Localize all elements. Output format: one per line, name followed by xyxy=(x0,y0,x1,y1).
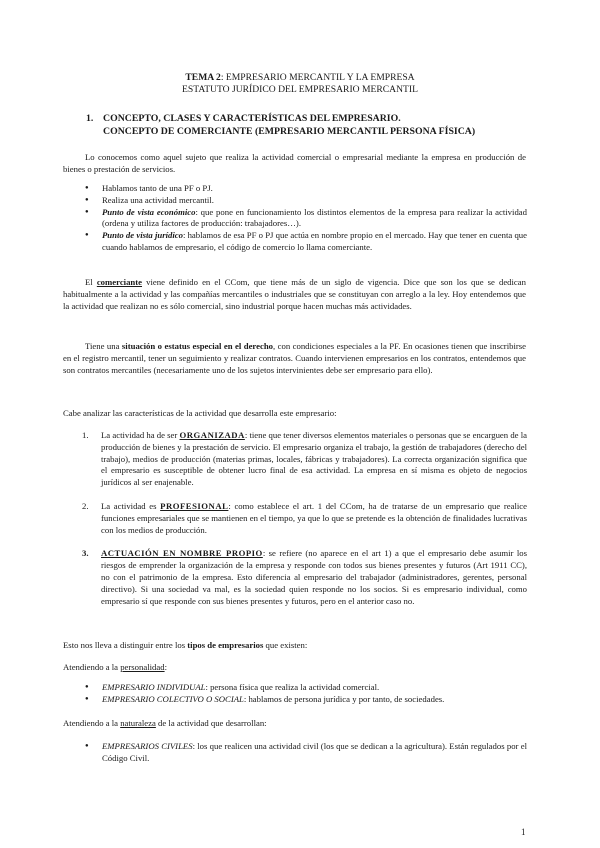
key-nombre-propio: ACTUACIÓN EN NOMBRE PROPIO xyxy=(101,548,263,559)
intro-paragraph: Lo conocemos como aquel sujeto que realiza la actividad comercial o empresarial mediante la empresa en producción de bienes o prestación de servicios. xyxy=(63,152,526,174)
section-number: 1. xyxy=(86,113,94,124)
topic-number: TEMA 2 xyxy=(185,72,221,83)
term-estatus: situación o estatus especial en el derecho xyxy=(121,341,274,351)
list-item-text: Hablamos tanto de una PF o PJ. xyxy=(102,183,213,193)
paragraph-comerciante xyxy=(63,277,526,312)
text-span: : como establece el art. 1 del CCom, ha de tratarse de un empresario que realice funciones empresariales que se mantienen en el tiempo, ya que lo que se pretende es la obtención de finalidades lucrativas con los medios de producción. xyxy=(101,500,527,535)
list-item xyxy=(85,183,527,195)
list-item-term: Punto de vista jurídico xyxy=(102,230,183,241)
list-item xyxy=(85,207,527,231)
list-item xyxy=(85,694,527,706)
term-tipos: tipos de empresarios xyxy=(187,640,264,650)
text-span: viene definido en el CCom, que tiene más de un siglo de vigencia. Dice que son los que se dedican habitualmente a la actividad y las compañías mercantiles o industriales que se constituyan con arreglo a la ley. Hoy entendemos que la actividad que realizan no es sólo comercial, sino industrial porque hacen muchas más actividades. xyxy=(63,277,526,311)
list-item xyxy=(82,430,527,489)
heading-naturaleza xyxy=(63,718,526,730)
bullet-list-personalidad xyxy=(85,682,527,706)
bullet-list-1 xyxy=(85,183,527,254)
key-profesional: PROFESIONAL xyxy=(160,500,229,511)
list-item-number: 3. xyxy=(82,548,89,559)
list-item-term: EMPRESARIO INDIVIDUAL xyxy=(102,682,206,692)
list-item-term: EMPRESARIO COLECTIVO O SOCIAL xyxy=(102,693,244,704)
topic-title: : EMPRESARIO MERCANTIL Y LA EMPRESA xyxy=(220,72,415,83)
section-heading-1: CONCEPTO, CLASES Y CARACTERÍSTICAS DEL EMPRESARIO. xyxy=(103,113,401,124)
text-span: Atendiendo a la xyxy=(63,718,121,728)
characteristics-list xyxy=(82,430,527,607)
term-comerciante: comerciante xyxy=(96,277,143,287)
list-item-number: 2. xyxy=(82,500,89,511)
paragraph-caracteristicas: Cabe analizar las características de la actividad que desarrolla este empresario: xyxy=(63,408,337,418)
doc-title-line-2: ESTATUTO JURÍDICO DEL EMPRESARIO MERCANTIL xyxy=(182,84,418,95)
text-span: Tiene una xyxy=(85,341,122,351)
term-personalidad: personalidad xyxy=(120,662,165,672)
list-item xyxy=(82,548,527,607)
list-item-text: : hablamos de persona jurídica y por tanto, de sociedades. xyxy=(243,693,445,704)
paragraph-tipos xyxy=(63,640,526,652)
list-item xyxy=(82,501,527,536)
text-span: : se refiere (no aparece en el art 1) a que el empresario debe asumir los riesgos de emprender la organización de la empresa y responde con todos sus bienes presentes y futuros (Art 1911 CC), no con el patrimonio de la empresa. Esto diferencia al empresario del trabajador (administradores, gerentes, personal directivo). Si una sociedad va mal, es la sociedad quien responde no los socios. Si es empresario individual, como empresario sí que responde con sus bienes presentes y futuros, pero en el anterior caso no. xyxy=(101,548,527,606)
list-item-text: : que pone en funcionamiento los distintos elementos de la empresa para realizar la actividad (ordena y utiliza factores de producción: trabajadores…). xyxy=(102,206,527,229)
text-span: La actividad ha de ser xyxy=(101,430,180,440)
text-span: : tiene que tener diversos elementos materiales o personas que se encarguen de la producción de bienes y la prestación de servicio. El empresario organiza el trabajo, la gestión de trabajadores (derecho del trabajo), medios de producción (materias primas, locales, fábricas y trabajadores). La correcta organización significa que el empresario es susceptible de obtener lucro final de esa actividad. La empresa en sí misma es objeto de negocios jurídicos al ser enajenable. xyxy=(101,430,527,488)
doc-title-line-1 xyxy=(0,72,600,84)
key-organizada: ORGANIZADA xyxy=(179,430,245,440)
heading-personalidad xyxy=(63,662,526,674)
list-item xyxy=(85,230,527,254)
text-span: : xyxy=(164,662,167,672)
text-span: que existen: xyxy=(263,640,308,650)
paragraph-estatus xyxy=(63,341,526,376)
list-item-number: 1. xyxy=(82,430,89,440)
list-item-text: : persona física que realiza la actividad comercial. xyxy=(205,682,380,692)
text-span: Atendiendo a la xyxy=(63,662,121,672)
bullet-list-naturaleza xyxy=(85,741,527,765)
text-span: de la actividad que desarrollan: xyxy=(155,718,267,728)
page-number: 1 xyxy=(521,827,526,837)
text-span: La actividad es xyxy=(101,500,161,511)
term-naturaleza: naturaleza xyxy=(120,718,156,728)
text-span: Esto nos lleva a distinguir entre los xyxy=(63,640,188,650)
list-item-text: Realiza una actividad mercantil. xyxy=(102,194,214,205)
list-item-text: : los que realicen una actividad civil (los que se dedican a la agricultura). Están regulados por el Código Civil. xyxy=(102,741,527,763)
list-item-text: : hablamos de esa PF o PJ que actúa en nombre propio en el mercado. Hay que tener en cuenta que cuando hablamos de empresario, el código de comercio lo llama comerciante. xyxy=(102,230,527,252)
list-item xyxy=(85,741,527,765)
list-item xyxy=(85,682,527,694)
list-item-term: Punto de vista económico xyxy=(102,206,196,217)
list-item xyxy=(85,195,527,207)
section-heading-2: CONCEPTO DE COMERCIANTE (EMPRESARIO MERCANTIL PERSONA FÍSICA) xyxy=(103,126,476,137)
text-span: El xyxy=(85,277,97,287)
list-item-term: EMPRESARIOS CIVILES xyxy=(102,741,193,751)
text-span: , con condiciones especiales a la PF. En ocasiones tienen que inscribirse en el registro mercantil, tener un seguimiento y realizar contratos. Cuando intervienen empresarios en los contratos, entendemos que son contratos mercantiles (necesariamente uno de los sujetos intervinientes debe ser empresario para ello). xyxy=(63,341,526,375)
